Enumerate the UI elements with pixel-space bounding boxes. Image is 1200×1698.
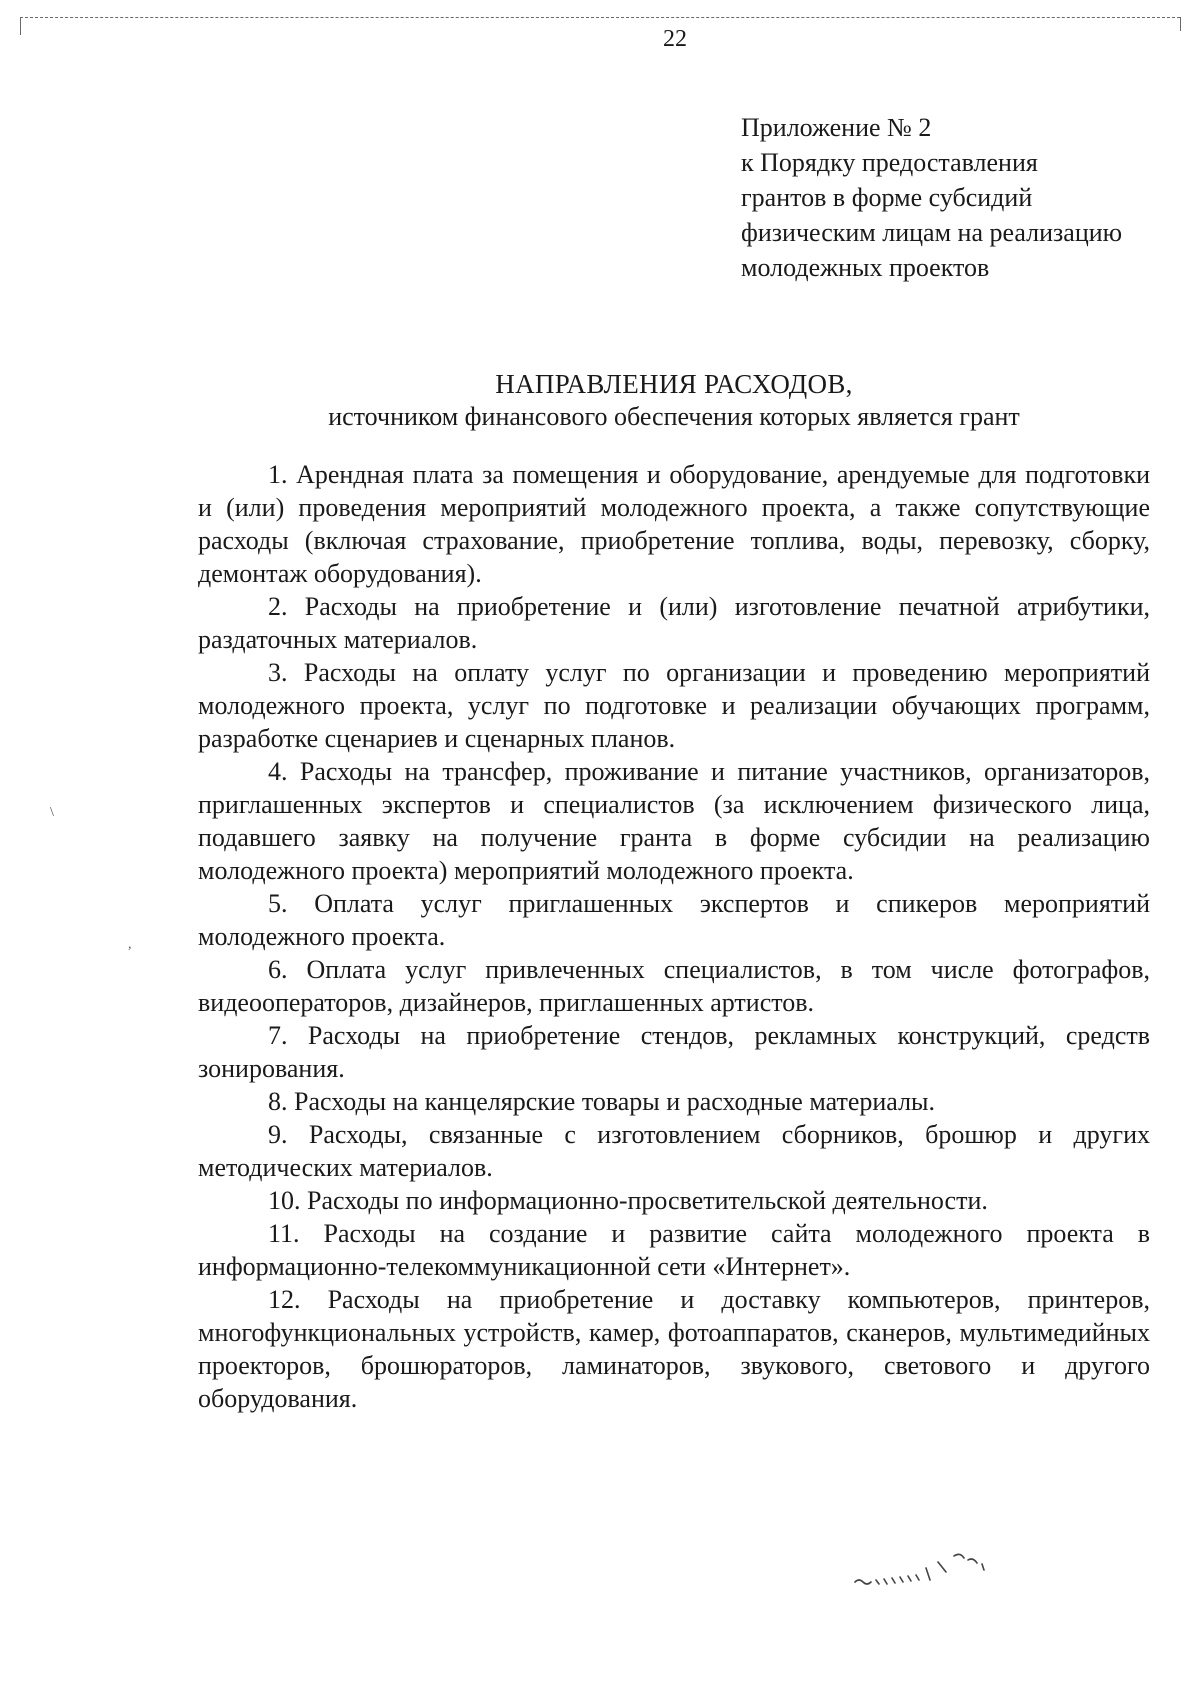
expense-item: 5. Оплата услуг приглашенных экспертов и спикеров мероприятий молодежного проекта. [198, 889, 1150, 951]
expense-item: 7. Расходы на приобретение стендов, рекламных конструкций, средств зонирования. [198, 1021, 1150, 1083]
scan-speck: , [128, 937, 132, 952]
expense-list [198, 458, 1150, 1415]
expense-item: 12. Расходы на приобретение и доставку компьютеров, принтеров, многофункциональных устройств, камер, фотоаппаратов, сканеров, мультимедийных проекторов, брошюраторов, ламинаторов, звукового, светового и другого оборудования. [198, 1285, 1150, 1413]
scan-border-top [20, 17, 1180, 18]
document-subtitle: источником финансового обеспечения которых является грант [328, 402, 1020, 431]
appendix-line: молодежных проектов [741, 253, 990, 282]
appendix-line: физическим лицам на реализацию [741, 218, 1123, 247]
appendix-reference [741, 110, 1181, 285]
expense-item: 1. Арендная плата за помещения и оборудование, арендуемые для подготовки и (или) проведения мероприятий молодежного проекта, а также сопутствующие расходы (включая страхование, приобретение топлива, воды, перевозку, сборку, демонтаж оборудования). [198, 460, 1150, 588]
expense-item: 2. Расходы на приобретение и (или) изготовление печатной атрибутики, раздаточных материалов. [198, 592, 1150, 654]
expense-item: 8. Расходы на канцелярские товары и расходные материалы. [268, 1087, 936, 1116]
expense-item: 3. Расходы на оплату услуг по организации и проведению мероприятий молодежного проекта, услуг по подготовке и реализации обучающих программ, разработке сценариев и сценарных планов. [198, 658, 1150, 753]
scan-speck: \ [50, 805, 54, 820]
appendix-line: Приложение № 2 [741, 113, 932, 142]
appendix-line: грантов в форме субсидий [741, 183, 1033, 212]
appendix-line: к Порядку предоставления [741, 148, 1038, 177]
document-title: НАПРАВЛЕНИЯ РАСХОДОВ, [495, 369, 853, 399]
page-number: 22 [663, 26, 687, 52]
expense-item: 9. Расходы, связанные с изготовлением сборников, брошюр и других методических материалов. [198, 1120, 1150, 1182]
handwritten-signature [850, 1532, 1050, 1592]
expense-item: 4. Расходы на трансфер, проживание и питание участников, организаторов, приглашенных экспертов и специалистов (за исключением физического лица, подавшего заявку на получение гранта в форме субсидии на реализацию молодежного проекта) мероприятий молодежного проекта. [198, 757, 1150, 885]
expense-item: 10. Расходы по информационно-просветительской деятельности. [268, 1186, 988, 1215]
expense-item: 6. Оплата услуг привлеченных специалистов, в том числе фотографов, видеооператоров, дизайнеров, приглашенных артистов. [198, 955, 1150, 1017]
expense-item: 11. Расходы на создание и развитие сайта молодежного проекта в информационно-телекоммуникационной сети «Интернет». [198, 1219, 1150, 1281]
